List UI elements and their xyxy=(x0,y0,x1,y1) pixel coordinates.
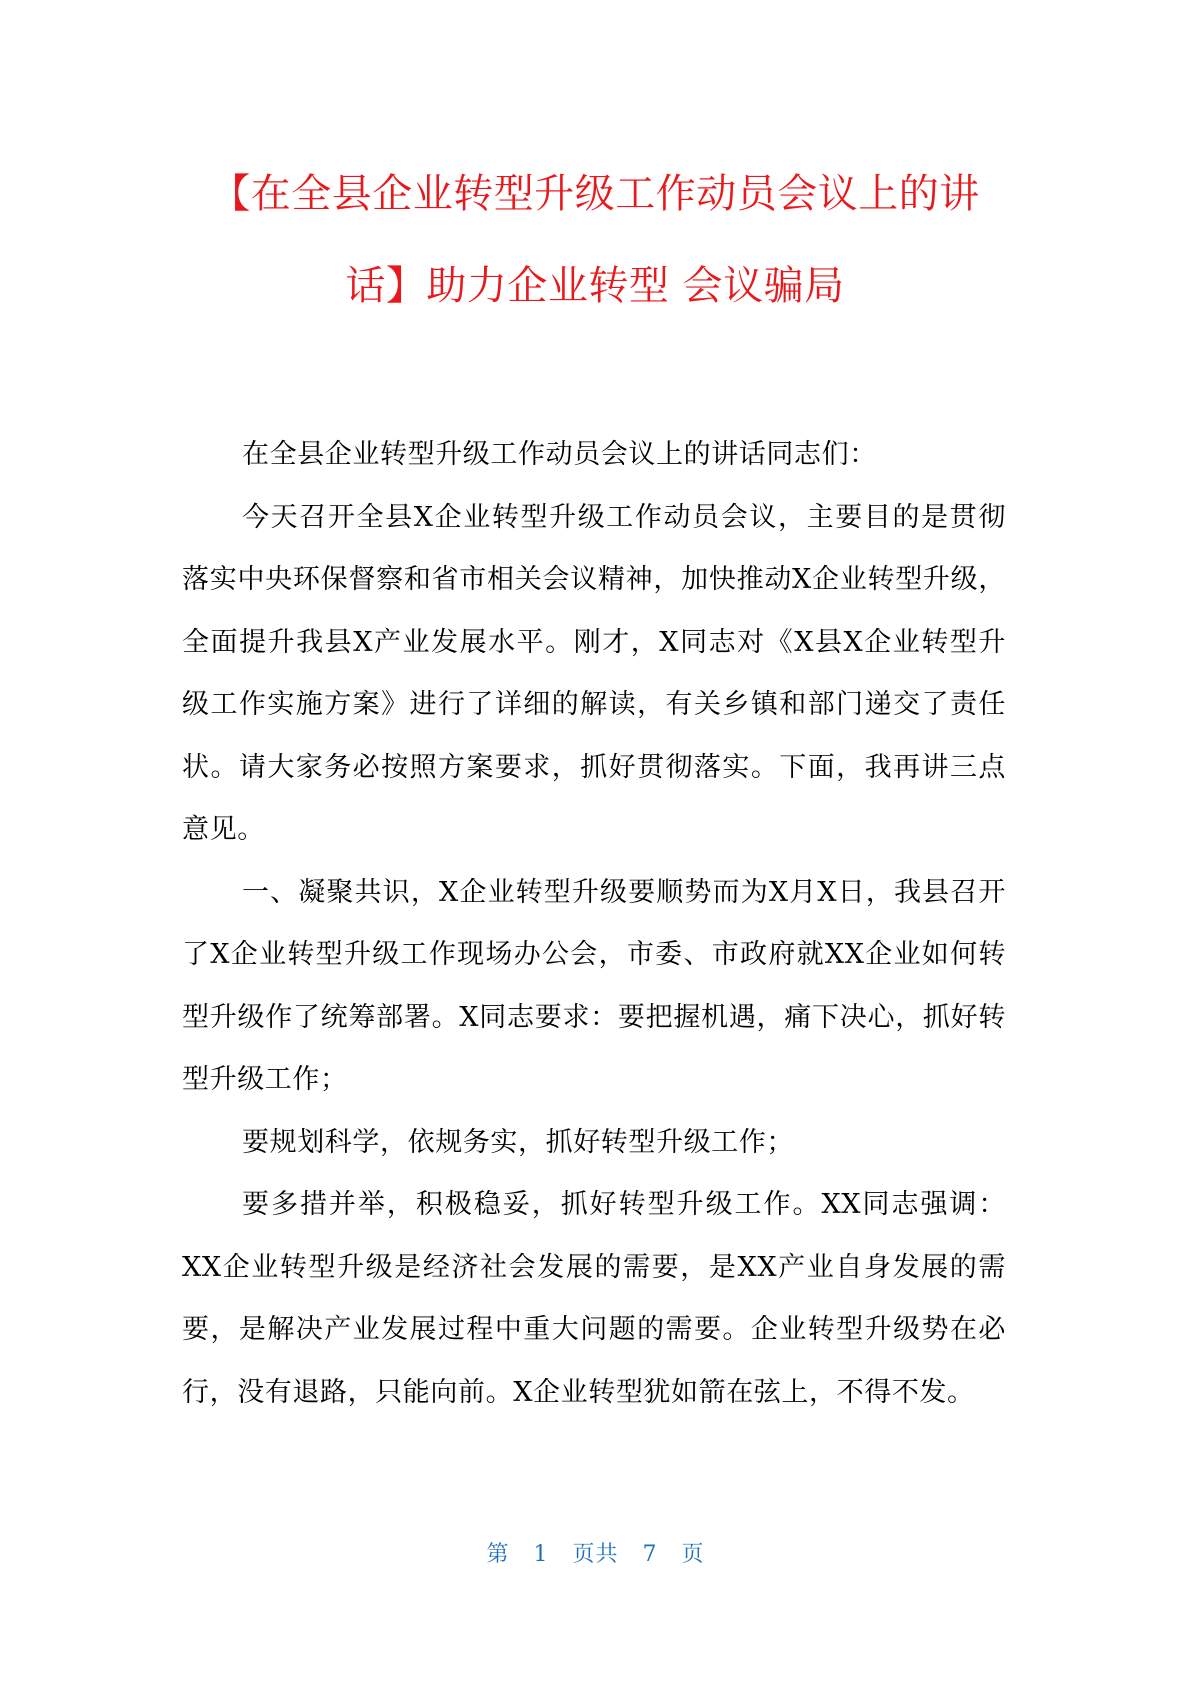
footer-middle: 页共 xyxy=(572,1542,619,1567)
page-footer xyxy=(0,1537,1191,1568)
footer-suffix: 页 xyxy=(681,1542,705,1567)
document-body xyxy=(182,424,1006,1424)
paragraph-4: 要规划科学，依规务实，抓好转型升级工作； xyxy=(242,1126,794,1158)
footer-total-pages: 7 xyxy=(642,1542,658,1567)
paragraph-5: 要多措并举，积极稳妥，抓好转型升级工作。XX同志强调：XX企业转型升级是经济社会发展的需要，是XX产业自身发展的需要，是解决产业发展过程中重大问题的需要。企业转型升级势在必行，没有退路，只能向前。X企业转型犹如箭在弦上，不得不发。 xyxy=(182,1189,1006,1408)
footer-prefix: 第 xyxy=(486,1542,510,1567)
paragraph-2: 今天召开全县X企业转型升级工作动员会议，主要目的是贯彻落实中央环保督察和省市相关会议精神，加快推动X企业转型升级，全面提升我县X产业发展水平。刚才，X同志对《X县X企业转型升级工作实施方案》进行了详细的解读，有关乡镇和部门递交了责任状。请大家务必按照方案要求，抓好贯彻落实。下面，我再讲三点意见。 xyxy=(182,501,1006,845)
paragraph-3: 一、凝聚共识，X企业转型升级要顺势而为X月X日，我县召开了X企业转型升级工作现场办公会，市委、市政府就XX企业如何转型升级作了统筹部署。X同志要求：要把握机遇，痛下决心，抓好转型升级工作； xyxy=(182,876,1006,1095)
paragraph-1: 在全县企业转型升级工作动员会议上的讲话同志们： xyxy=(242,439,877,470)
document-title: 【在全县企业转型升级工作动员会议上的讲话】助力企业转型 会议骗局 xyxy=(210,171,980,309)
footer-current-page: 1 xyxy=(533,1542,549,1567)
